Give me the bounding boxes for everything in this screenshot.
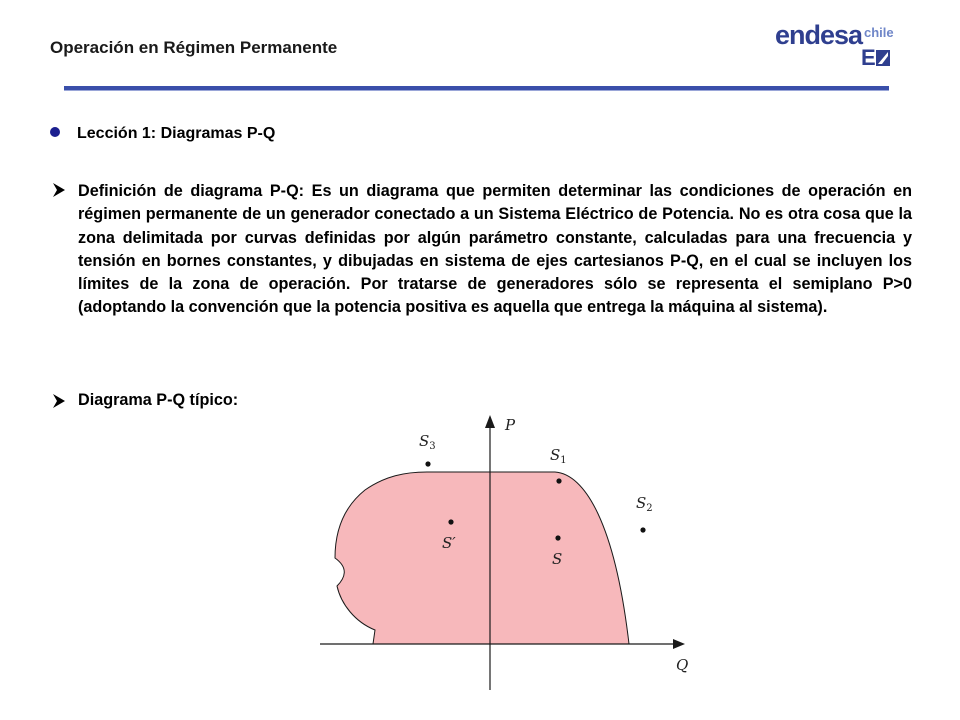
- point-s-prime-label: S′: [442, 534, 456, 552]
- logo-mark-icon: [861, 46, 891, 68]
- logo-subtitle: chile: [864, 25, 894, 40]
- lesson-label: Lección 1: Diagramas P-Q: [77, 125, 276, 142]
- header-divider: [64, 86, 889, 91]
- point-s2: [640, 527, 645, 532]
- logo-wordmark: endesa: [775, 20, 863, 50]
- point-s1: [556, 478, 561, 483]
- p-axis-arrow-icon: [485, 415, 495, 428]
- p-axis-label: P: [505, 416, 516, 434]
- point-s3: [425, 461, 430, 466]
- lesson-heading: [50, 125, 910, 143]
- point-s-label: S: [552, 550, 563, 568]
- definition-text: Definición de diagrama P-Q: Es un diagrama que permiten determinar las condiciones de operación en régimen permanente de un generador conectado a un Sistema Eléctrico de Potencia. No es otra cosa que la zona delimitada por curvas definidas por algún parámetro constante, calculadas para una frecuencia y tensión en bornes constantes, y dibujadas en sistema de ejes cartesianos P-Q, en el cual se incluyen los límites de la zona de operación. Por tratarse de generadores sólo se representa el semiplano P>0 (adoptando la convención que la potencia positiva es aquella que entrega la máquina al sistema).: [78, 182, 912, 317]
- arrowhead-bullet-icon: [50, 391, 68, 411]
- pq-diagram: [315, 408, 695, 693]
- typical-diagram-label: Diagrama P-Q típico:: [78, 391, 239, 409]
- q-axis-arrow-icon: [673, 639, 685, 649]
- point-s2-label: $S_2$: [636, 494, 653, 514]
- page-title: Operación en Régimen Permanente: [50, 38, 338, 57]
- operating-region: [335, 472, 629, 644]
- endesa-logo: [773, 20, 893, 70]
- point-s3-label: $S_3$: [419, 432, 436, 452]
- svg-text:E: E: [861, 46, 876, 68]
- definition-paragraph: [50, 180, 912, 320]
- arrowhead-bullet-icon: [50, 180, 68, 200]
- bullet-dot-icon: [50, 127, 60, 137]
- point-s1-label: $S_1$: [550, 446, 567, 466]
- point-s-prime: [448, 519, 453, 524]
- point-s: [555, 535, 560, 540]
- q-axis-label: Q: [676, 656, 689, 674]
